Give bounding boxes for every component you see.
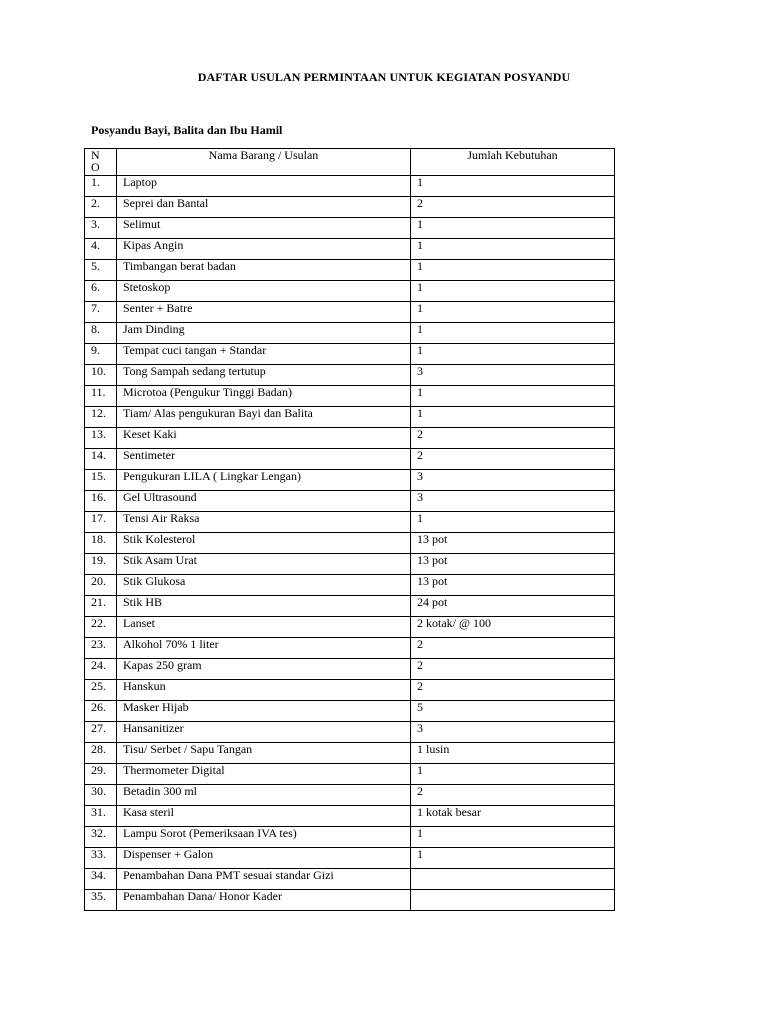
table-row [85, 218, 615, 239]
item-name: Lanset [117, 617, 411, 638]
item-name: Kipas Angin [117, 239, 411, 260]
table-row [85, 197, 615, 218]
item-name: Kapas 250 gram [117, 659, 411, 680]
item-quantity: 3 [411, 365, 615, 386]
row-number: 23. [85, 638, 117, 659]
table-row [85, 281, 615, 302]
table-row [85, 407, 615, 428]
item-name: Laptop [117, 176, 411, 197]
item-name: Hanskun [117, 680, 411, 701]
table-row [85, 764, 615, 785]
header-jumlah-kebutuhan: Jumlah Kebutuhan [411, 149, 615, 176]
item-quantity: 1 [411, 176, 615, 197]
table-row [85, 239, 615, 260]
item-quantity: 1 [411, 302, 615, 323]
row-number: 32. [85, 827, 117, 848]
table-row [85, 701, 615, 722]
row-number: 4. [85, 239, 117, 260]
table-header-row [85, 149, 615, 176]
document-title: DAFTAR USULAN PERMINTAAN UNTUK KEGIATAN POSYANDU [197, 70, 571, 84]
row-number: 28. [85, 743, 117, 764]
row-number: 18. [85, 533, 117, 554]
item-name: Jam Dinding [117, 323, 411, 344]
table-row [85, 596, 615, 617]
item-name: Stik Glukosa [117, 575, 411, 596]
row-number: 5. [85, 260, 117, 281]
row-number: 2. [85, 197, 117, 218]
row-number: 20. [85, 575, 117, 596]
item-name: Tempat cuci tangan + Standar [117, 344, 411, 365]
table-row [85, 806, 615, 827]
item-quantity: 1 [411, 407, 615, 428]
item-name: Kasa steril [117, 806, 411, 827]
item-quantity: 13 pot [411, 533, 615, 554]
row-number: 3. [85, 218, 117, 239]
table-row [85, 722, 615, 743]
row-number: 9. [85, 344, 117, 365]
row-number: 30. [85, 785, 117, 806]
item-name: Gel Ultrasound [117, 491, 411, 512]
item-quantity: 13 pot [411, 554, 615, 575]
row-number: 21. [85, 596, 117, 617]
table-row [85, 470, 615, 491]
row-number: 33. [85, 848, 117, 869]
table-row [85, 827, 615, 848]
row-number: 10. [85, 365, 117, 386]
row-number: 27. [85, 722, 117, 743]
row-number: 34. [85, 869, 117, 890]
table-row [85, 428, 615, 449]
table-row [85, 491, 615, 512]
item-quantity: 1 [411, 281, 615, 302]
item-quantity: 2 [411, 449, 615, 470]
item-quantity: 1 [411, 344, 615, 365]
table-row [85, 785, 615, 806]
row-number: 22. [85, 617, 117, 638]
item-quantity: 3 [411, 470, 615, 491]
item-name: Sentimeter [117, 449, 411, 470]
item-name: Tiam/ Alas pengukuran Bayi dan Balita [117, 407, 411, 428]
row-number: 17. [85, 512, 117, 533]
table-row [85, 533, 615, 554]
item-quantity: 5 [411, 701, 615, 722]
item-name: Senter + Batre [117, 302, 411, 323]
row-number: 16. [85, 491, 117, 512]
row-number: 15. [85, 470, 117, 491]
header-nama-barang: Nama Barang / Usulan [117, 149, 411, 176]
row-number: 11. [85, 386, 117, 407]
table-row [85, 869, 615, 890]
row-number: 14. [85, 449, 117, 470]
table-row [85, 260, 615, 281]
table-row [85, 890, 615, 911]
item-quantity: 1 [411, 239, 615, 260]
item-name: Lampu Sorot (Pemeriksaan IVA tes) [117, 827, 411, 848]
row-number: 25. [85, 680, 117, 701]
request-table [84, 148, 615, 911]
table-row [85, 344, 615, 365]
item-quantity [411, 890, 615, 911]
row-number: 24. [85, 659, 117, 680]
item-name: Masker Hijab [117, 701, 411, 722]
item-name: Alkohol 70% 1 liter [117, 638, 411, 659]
item-quantity: 1 [411, 848, 615, 869]
item-quantity: 1 [411, 764, 615, 785]
item-name: Microtoa (Pengukur Tinggi Badan) [117, 386, 411, 407]
header-no [85, 149, 117, 176]
header-no-line2: O [91, 160, 100, 174]
item-quantity: 24 pot [411, 596, 615, 617]
item-name: Betadin 300 ml [117, 785, 411, 806]
item-name: Pengukuran LILA ( Lingkar Lengan) [117, 470, 411, 491]
item-quantity: 3 [411, 491, 615, 512]
row-number: 19. [85, 554, 117, 575]
item-name: Stik Kolesterol [117, 533, 411, 554]
table-row [85, 176, 615, 197]
item-quantity: 2 [411, 659, 615, 680]
item-quantity: 1 kotak besar [411, 806, 615, 827]
row-number: 12. [85, 407, 117, 428]
item-quantity: 2 kotak/ @ 100 [411, 617, 615, 638]
item-quantity: 1 [411, 386, 615, 407]
item-quantity [411, 869, 615, 890]
item-quantity: 2 [411, 197, 615, 218]
item-quantity: 13 pot [411, 575, 615, 596]
table-row [85, 680, 615, 701]
item-quantity: 1 [411, 827, 615, 848]
item-name: Stetoskop [117, 281, 411, 302]
item-name: Stik Asam Urat [117, 554, 411, 575]
item-name: Dispenser + Galon [117, 848, 411, 869]
row-number: 26. [85, 701, 117, 722]
item-name: Penambahan Dana/ Honor Kader [117, 890, 411, 911]
table-row [85, 575, 615, 596]
item-quantity: 1 [411, 323, 615, 344]
item-name: Tisu/ Serbet / Sapu Tangan [117, 743, 411, 764]
item-name: Tong Sampah sedang tertutup [117, 365, 411, 386]
table-row [85, 554, 615, 575]
item-quantity: 2 [411, 638, 615, 659]
table-row [85, 386, 615, 407]
table-row [85, 743, 615, 764]
table-row [85, 365, 615, 386]
row-number: 6. [85, 281, 117, 302]
table-row [85, 638, 615, 659]
item-quantity: 2 [411, 680, 615, 701]
item-name: Selimut [117, 218, 411, 239]
item-name: Seprei dan Bantal [117, 197, 411, 218]
row-number: 31. [85, 806, 117, 827]
item-name: Keset Kaki [117, 428, 411, 449]
item-name: Thermometer Digital [117, 764, 411, 785]
table-row [85, 302, 615, 323]
row-number: 13. [85, 428, 117, 449]
item-quantity: 3 [411, 722, 615, 743]
row-number: 29. [85, 764, 117, 785]
item-name: Timbangan berat badan [117, 260, 411, 281]
table-row [85, 659, 615, 680]
item-quantity: 1 lusin [411, 743, 615, 764]
header-no-line1: N [91, 148, 100, 162]
row-number: 1. [85, 176, 117, 197]
table-row [85, 848, 615, 869]
item-quantity: 1 [411, 512, 615, 533]
table-row [85, 512, 615, 533]
item-quantity: 1 [411, 260, 615, 281]
row-number: 35. [85, 890, 117, 911]
item-name: Tensi Air Raksa [117, 512, 411, 533]
table-row [85, 449, 615, 470]
item-name: Hansanitizer [117, 722, 411, 743]
table-row [85, 617, 615, 638]
document-subtitle: Posyandu Bayi, Balita dan Ibu Hamil [91, 123, 283, 137]
item-name: Penambahan Dana PMT sesuai standar Gizi [117, 869, 411, 890]
item-name: Stik HB [117, 596, 411, 617]
table-row [85, 323, 615, 344]
row-number: 7. [85, 302, 117, 323]
item-quantity: 1 [411, 218, 615, 239]
item-quantity: 2 [411, 785, 615, 806]
item-quantity: 2 [411, 428, 615, 449]
row-number: 8. [85, 323, 117, 344]
